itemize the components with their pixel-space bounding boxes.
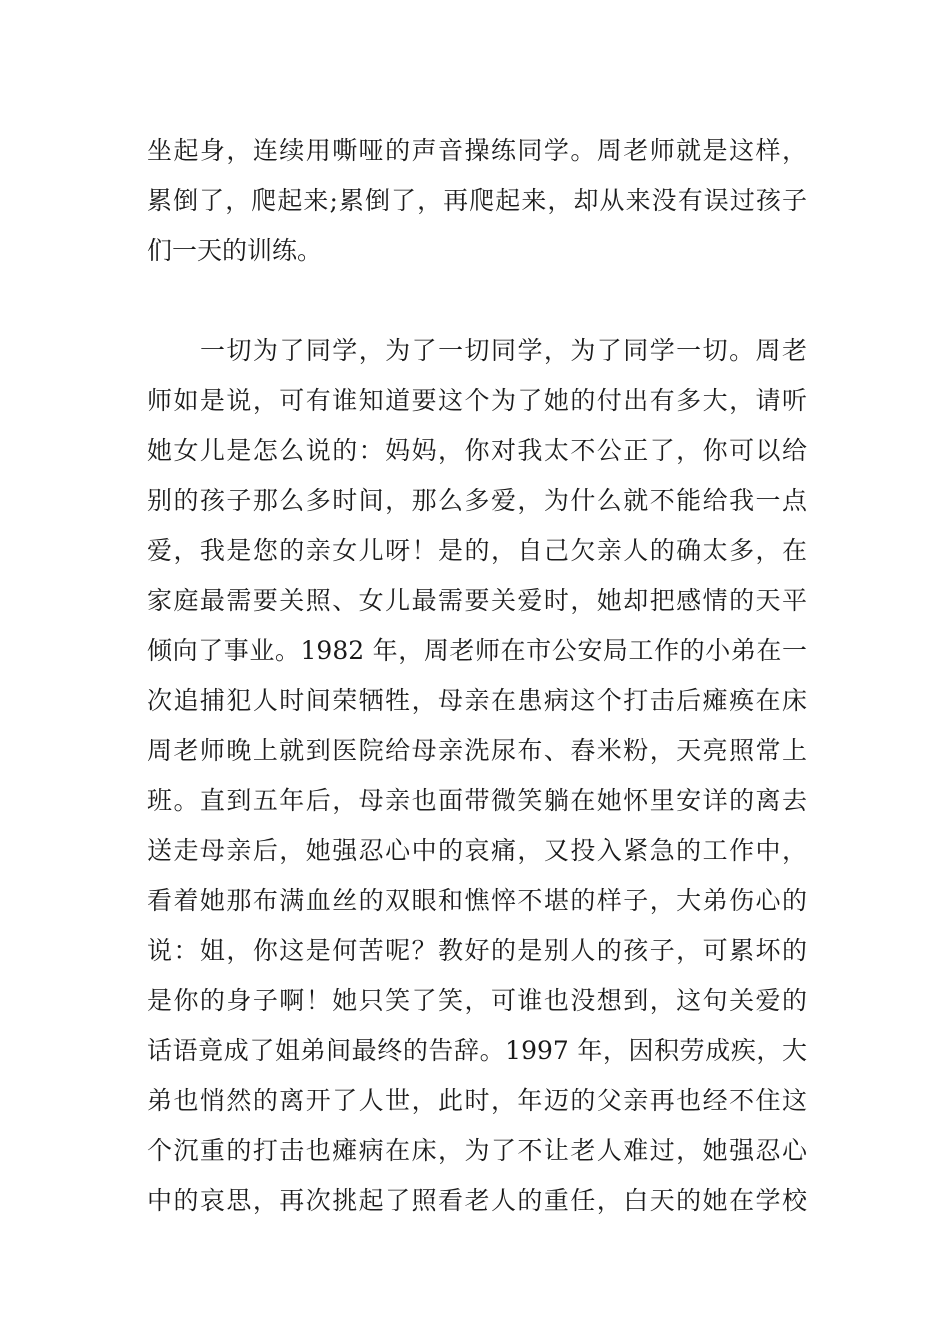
text-line: 别的孩子那么多时间，那么多爱，为什么就不能给我一点 [147, 486, 807, 515]
text-line: 班。直到五年后，母亲也面带微笑躺在她怀里安详的离去 [147, 786, 807, 815]
text-line: 是你的身子啊！她只笑了笑，可谁也没想到，这句关爱的 [147, 986, 807, 1015]
text-line: 她女儿是怎么说的：妈妈，你对我太不公正了，你可以给 [147, 436, 807, 465]
text-line: 师如是说，可有谁知道要这个为了她的付出有多大，请听 [147, 386, 807, 415]
text-line: 中的哀思，再次挑起了照看老人的重任，白天的她在学校 [147, 1186, 807, 1215]
text-line: 话语竟成了姐弟间最终的告辞。1997 年，因积劳成疾，大 [147, 1036, 807, 1065]
text-line: 倾向了事业。1982 年，周老师在市公安局工作的小弟在一 [147, 636, 807, 665]
text-line: 次追捕犯人时间荣牺牲，母亲在患病这个打击后瘫痪在床 [147, 686, 807, 715]
text-line: 家庭最需要关照、女儿最需要关爱时，她却把感情的天平 [147, 586, 807, 615]
text-line: 说：姐，你这是何苦呢？教好的是别人的孩子，可累坏的 [147, 936, 807, 965]
text-line: 送走母亲后，她强忍心中的哀痛，又投入紧急的工作中， [147, 836, 807, 865]
text-line: 看着她那布满血丝的双眼和憔悴不堪的样子，大弟伤心的 [147, 886, 807, 915]
text-line: 一切为了同学，为了一切同学，为了同学一切。周老 [200, 336, 807, 365]
text-line: 累倒了，爬起来;累倒了，再爬起来，却从来没有误过孩子 [147, 186, 807, 215]
text-line: 坐起身，连续用嘶哑的声音操练同学。周老师就是这样， [147, 136, 807, 165]
text-line: 们一天的训练。 [147, 236, 323, 265]
text-line: 爱，我是您的亲女儿呀！是的，自己欠亲人的确太多，在 [147, 536, 807, 565]
text-line: 周老师晚上就到医院给母亲洗尿布、舂米粉，天亮照常上 [147, 736, 807, 765]
text-line: 个沉重的打击也瘫病在床，为了不让老人难过，她强忍心 [147, 1136, 807, 1165]
text-line: 弟也悄然的离开了人世，此时，年迈的父亲再也经不住这 [147, 1086, 807, 1115]
